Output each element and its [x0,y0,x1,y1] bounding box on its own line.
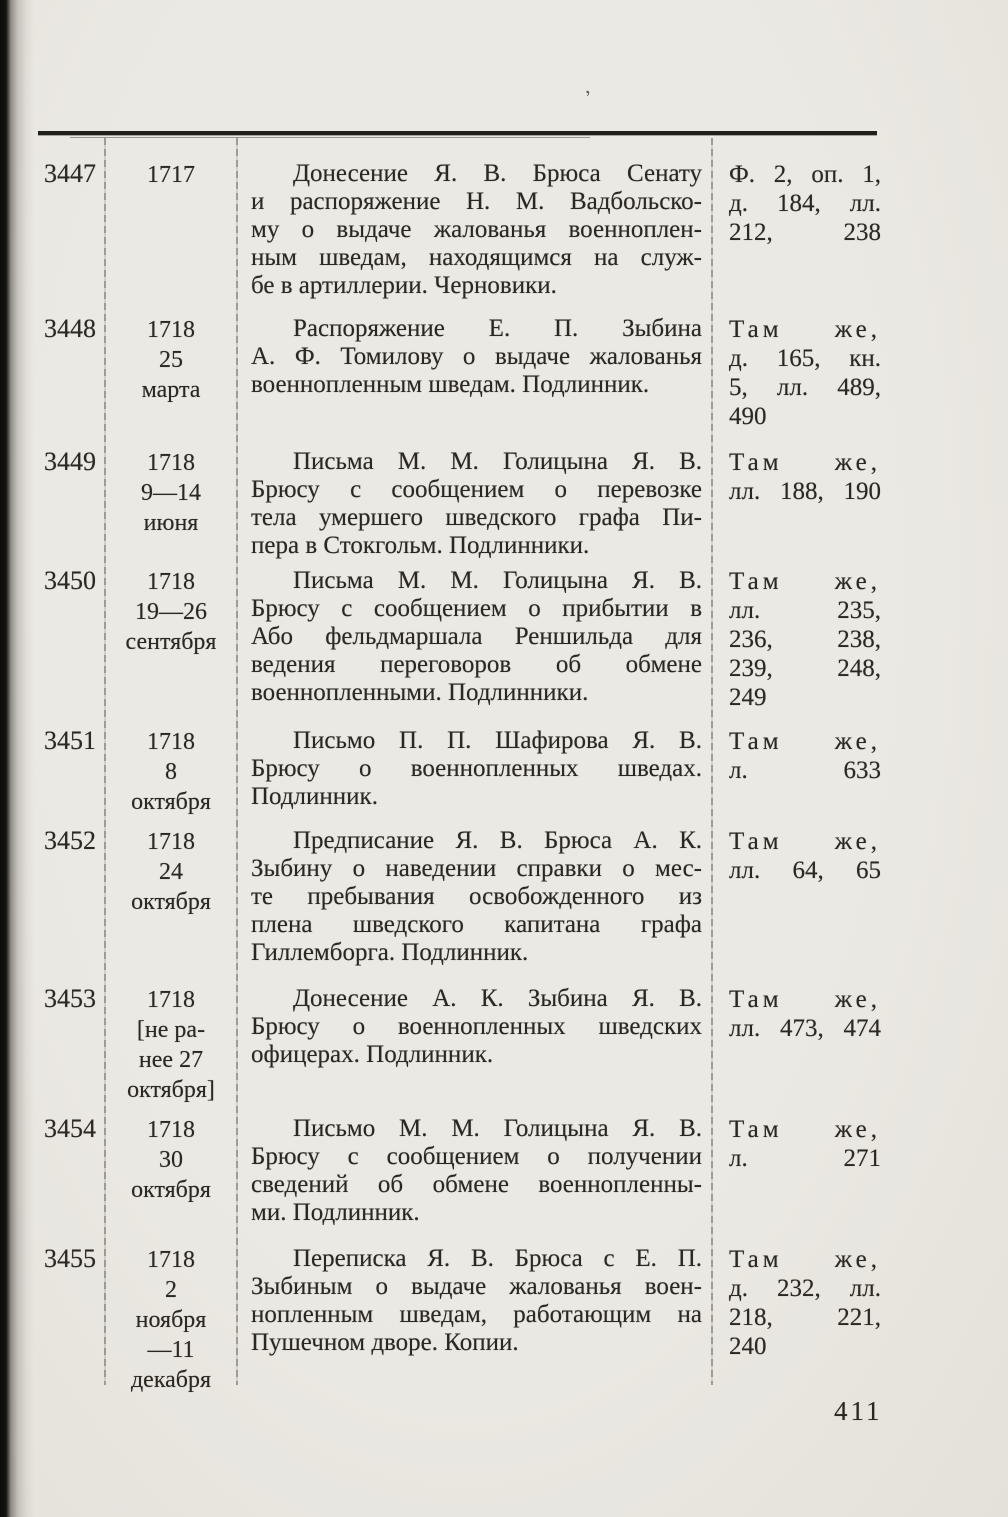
entry-reference: Там же, л. 633 [729,728,881,784]
entry-description: Распоряжение Е. П. Зыбина А. Ф. Томилову о выдаче жалованья военнопленным шведам. Подлинник. [251,315,702,398]
table-row [0,315,1008,431]
entry-number: 3453 [44,984,96,1013]
table-row [0,985,1008,1105]
entry-date: 1718 9—14 июня [141,450,201,536]
entry-reference: Там же, лл. 235, 236, 238, 239, 248, 249 [729,568,881,711]
scan-speck: , [581,73,592,99]
entry-reference: Там же, д. 232, лл. 218, 221, 240 [729,1246,881,1360]
entry-number: 3447 [44,159,96,188]
entry-number: 3448 [44,314,96,343]
entry-description: Письмо М. М. Голицына Я. В. Брюсу с сообщением о получении сведений об обмене военнопленны- ми. Подлинник. [251,1115,702,1226]
entry-date: 1718 25 марта [141,317,201,403]
entry-number: 3449 [44,447,96,476]
entry-date: 1718 19—26 сентября [125,569,217,655]
entry-description: Письма М. М. Голицына Я. В. Брюсу с сообщением о перевозке тела умершего шведского графа Пи- пера в Стокгольм. Подлинники. [251,448,702,559]
table-row [0,448,1008,560]
table-row [0,827,1008,967]
entry-date: 1718 2 ноября —11 декабря [130,1247,212,1393]
entry-date: 1718 [не ра- нее 27 октября] [127,987,215,1103]
entry-number: 3451 [44,726,96,755]
entry-description: Донесение А. К. Зыбина Я. В. Брюсу о военнопленных шведских офицерах. Подлинник. [251,985,702,1068]
entry-description: Письмо П. П. Шафирова Я. В. Брюсу о военнопленных шведах. Подлинник. [251,727,702,810]
entry-description: Переписка Я. В. Брюса с Е. П. Зыбиным о выдаче жалованья воен- нопленным шведам, работающим на Пушечном дворе. Копии. [251,1245,702,1356]
entry-reference: Там же, д. 165, кн. 5, лл. 489, 490 [729,316,881,430]
entry-reference: Там же, лл. 64, 65 [729,828,881,884]
table-row [0,727,1008,817]
entry-number: 3455 [44,1244,96,1273]
entry-reference: Там же, лл. 473, 474 [729,986,881,1042]
table-row [0,567,1008,712]
entry-number: 3454 [44,1114,96,1143]
table-top-rule-echo [70,137,590,138]
entry-date: 1717 [147,162,195,188]
entry-description: Донесение Я. В. Брюса Сенату и распоряжение Н. М. Вадбольско- му о выдаче жалованья военноплен- ным шведам, находящимся на служ- бе в артиллерии. Черновики. [251,160,702,299]
entry-date: 1718 8 октября [131,729,211,815]
entry-date: 1718 30 октября [131,1117,211,1203]
entry-description: Предписание Я. В. Брюса А. К. Зыбину о наведении справки о мес- те пребывания освобожденного из плена шведского капитана графа Гиллемборга. Подлинник. [251,827,702,966]
table-row [0,1245,1008,1395]
entry-reference: Там же, лл. 188, 190 [729,449,881,505]
table-top-rule [38,131,877,135]
entry-number: 3452 [44,826,96,855]
page-number: 411 [834,1396,883,1426]
entry-description: Письма М. М. Голицына Я. В. Брюсу с сообщением о прибытии в Або фельдмаршала Реншильда для ведения переговоров об обмене военнопленными. Подлинники. [251,567,702,706]
entry-number: 3450 [44,566,96,595]
entry-reference: Ф. 2, оп. 1, д. 184, лл. 212, 238 [729,161,881,246]
table-row [0,1115,1008,1227]
entry-reference: Там же, л. 271 [729,1116,881,1172]
table-row [0,160,1008,300]
entry-date: 1718 24 октября [131,829,211,915]
